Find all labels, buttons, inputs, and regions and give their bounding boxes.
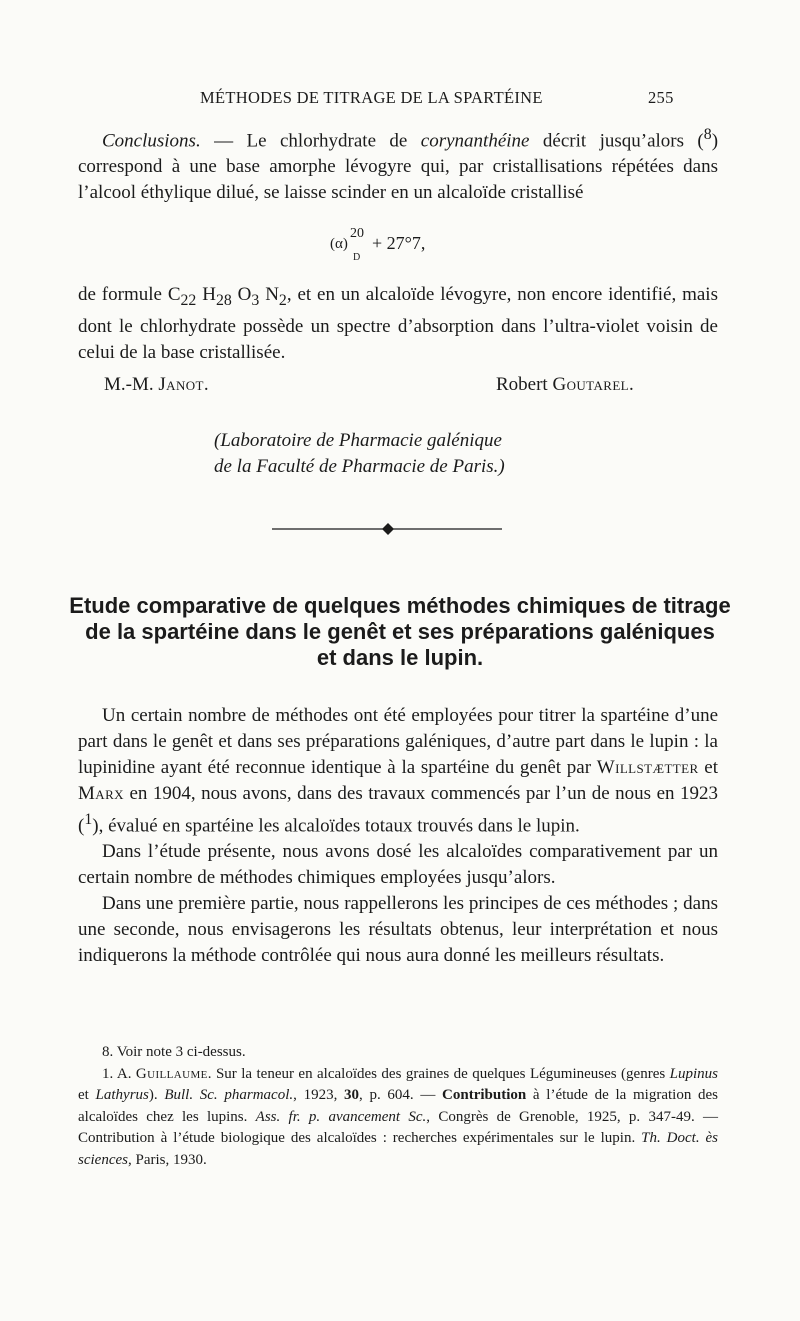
text-run: 1. A. <box>102 1065 136 1082</box>
footnote-ref: 8 <box>703 126 712 143</box>
article-body <box>78 703 718 969</box>
text-run: . Sur la teneur en alcaloïdes des graines de quelques Légumineuses (genres <box>207 1065 670 1082</box>
conclusions-section <box>78 122 718 206</box>
page-number: 255 <box>648 88 674 107</box>
volume-number: 30 <box>344 1087 360 1103</box>
text-run: , 1923, <box>293 1087 345 1103</box>
affiliation-line: (Laboratoire de Pharmacie galénique <box>214 430 502 451</box>
subscript: 22 <box>180 291 197 309</box>
title-line: et dans le lupin. <box>316 645 484 670</box>
subscript: 28 <box>215 291 232 309</box>
cited-author: Willstætter <box>596 757 699 778</box>
rotation-alpha: (α) <box>330 236 348 252</box>
author-surname: Goutarel. <box>552 374 635 395</box>
cited-author: Guillaume <box>135 1065 208 1082</box>
running-title: MÉTHODES DE TITRAGE DE LA SPARTÉINE <box>200 88 543 107</box>
body-paragraph <box>78 703 718 839</box>
footnote-ref: 1 <box>84 811 93 828</box>
text-run: décrit jusqu’alors ( <box>529 130 704 152</box>
footnote-8: 8. Voir note 3 ci-dessus. <box>102 1044 246 1060</box>
affiliation-line: de la Faculté de Pharmacie de Paris.) <box>214 456 505 477</box>
optical-rotation-formula <box>330 226 530 266</box>
rotation-d-line: D <box>353 252 361 263</box>
section-divider <box>272 522 502 536</box>
body-paragraph: Dans l’étude présente, nous avons dosé les alcaloïdes comparativement par un certain nombre de méthodes chimiques employées jusqu’alors. <box>78 841 718 889</box>
text-run: Contribution <box>442 1087 527 1103</box>
subscript: 3 <box>251 291 260 309</box>
footnotes <box>78 1042 718 1171</box>
genus-name: Lathyrus <box>95 1087 149 1103</box>
author-janot <box>104 374 209 396</box>
conclusions-continuation <box>78 282 718 366</box>
text-run: H <box>196 284 216 305</box>
title-line: Etude comparative de quelques méthodes chimiques de titrage <box>69 593 731 618</box>
text-run: et <box>78 1087 96 1103</box>
formula-paragraph <box>78 282 718 366</box>
thesis-name: Th. Doct. ès sciences <box>78 1130 719 1168</box>
compound-name: corynanthéine <box>420 130 530 152</box>
text-run: N <box>259 284 279 305</box>
text-run: — Le chlorhydrate de <box>200 130 421 152</box>
genus-name: Lupinus <box>669 1065 718 1082</box>
author-signatures <box>78 374 718 402</box>
laboratory-affiliation <box>214 428 634 480</box>
text-run: et <box>698 757 718 778</box>
text-run: à l’étude de la migration des alcaloïdes chez les lupins. <box>78 1087 719 1125</box>
author-goutarel <box>496 374 634 396</box>
text-run: , Congrès de Grenoble, 1925, p. 347-49. — Contribution à l’étude biologique des alcaloïdes : recherches expérimentales sur le lupin. <box>78 1108 719 1146</box>
text-run: O <box>231 284 252 305</box>
rotation-value: + 27°7, <box>372 233 426 253</box>
text-run: ). <box>148 1087 165 1103</box>
text-run: Un certain nombre de méthodes ont été employées pour titrer la spartéine d’une part dans le genêt et dans ses préparations galéniques, d’autre part dans le lupin : la lupinidine ayant été reconnue identique à la spartéine du genêt par <box>78 705 718 778</box>
footnote-1 <box>78 1064 718 1172</box>
author-firstname: Robert <box>496 374 553 395</box>
text-run: , et en un alcaloïde lévogyre, non encore identifié, mais dont le chlorhydrate possède un spectre d’absorption dans l’ultra-violet voisin de celui de la base cristallisée. <box>78 284 718 363</box>
cited-author: Marx <box>78 783 124 804</box>
title-line: de la spartéine dans le genêt et ses préparations galéniques <box>85 619 715 644</box>
journal-name: Bull. Sc. pharmacol. <box>164 1087 294 1103</box>
text-run: , Paris, 1930. <box>127 1151 207 1168</box>
article-title <box>60 593 740 671</box>
body-paragraph: Dans une première partie, nous rappellerons les principes de ces méthodes ; dans une seconde, nous envisagerons les résultats obtenus, leur interprétation et nous indiquerons la méthode contrôlée qui nous aura donné les meilleurs résultats. <box>78 893 718 967</box>
conclusions-label: Conclusions. <box>102 130 201 152</box>
rotation-temperature: 20 <box>350 226 364 241</box>
text-run: , p. 604. — <box>359 1087 443 1103</box>
conclusions-paragraph <box>78 122 718 206</box>
text-run: en 1904, nous avons, dans des travaux commencés par l’un de nous en 1923 ( <box>78 783 718 837</box>
text-run: de formule C <box>78 284 181 305</box>
text-run: ) correspond à une base amorphe lévogyre qui, par cristallisations répétées dans l’alcool éthylique dilué, se laisse scinder en un alcaloïde cristallisé <box>78 130 719 204</box>
author-initials: M.-M. <box>104 374 159 395</box>
subscript: 2 <box>278 291 287 309</box>
author-surname: Janot. <box>158 374 210 395</box>
diamond-ornament-icon <box>382 523 394 535</box>
text-run: ), évalué en spartéine les alcaloïdes totaux trouvés dans le lupin. <box>92 815 580 837</box>
society-name: Ass. fr. p. avancement Sc. <box>255 1108 427 1125</box>
